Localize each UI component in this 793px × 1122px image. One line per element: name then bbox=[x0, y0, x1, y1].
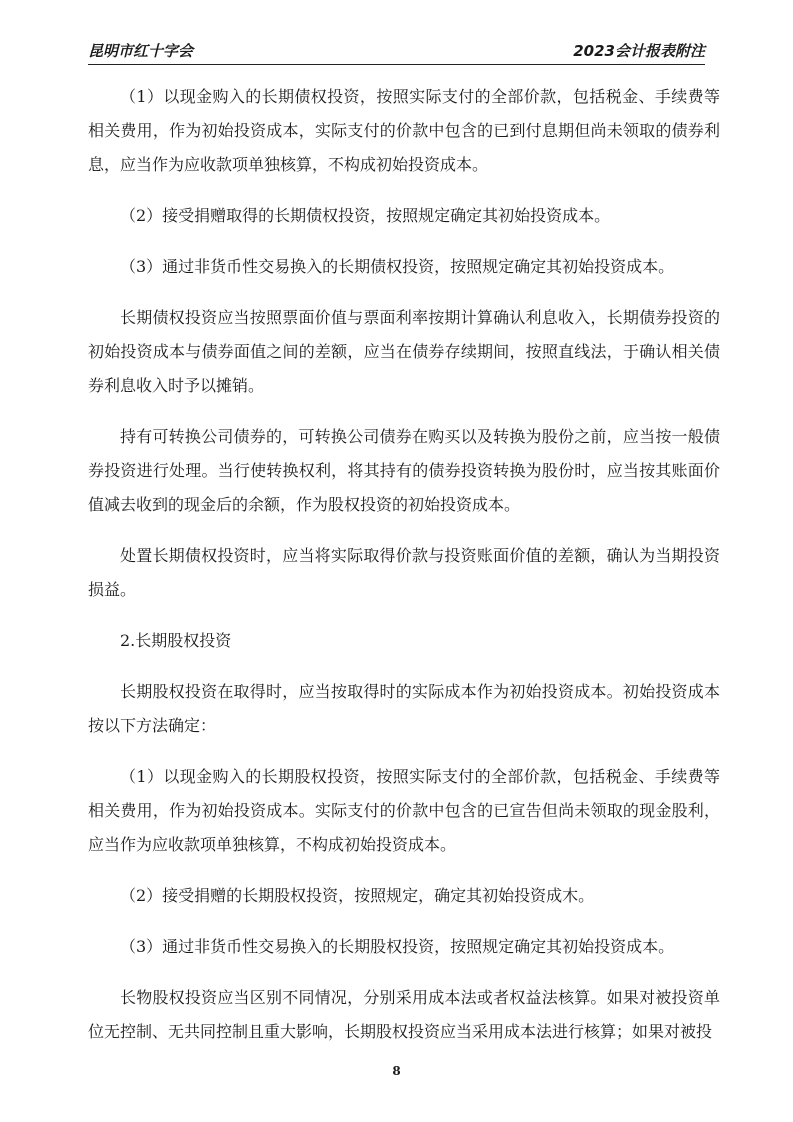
header-organization: 昆明市红十字会 bbox=[88, 42, 194, 60]
document-body bbox=[88, 80, 720, 1066]
paragraph: 长期股权投资在取得时，应当按取得时的实际成本作为初始投资成本。初始投资成本按以下方法确定： bbox=[88, 682, 720, 735]
paragraph: （3）通过非货币性交易换入的长期债权投资，按照规定确定其初始投资成本。 bbox=[120, 257, 675, 276]
paragraph: 长期债权投资应当按照票面价值与票面利率按期计算确认利息收入，长期债券投资的初始投资成本与债券面值之间的差额，应当在债券存续期间，按照直线法，于确认相关债券利息收入时予以摊销。 bbox=[88, 308, 720, 395]
paragraph: （2）接受捐赠取得的长期债权投资，按照规定确定其初始投资成本。 bbox=[120, 206, 611, 225]
page-number: 8 bbox=[392, 1064, 401, 1078]
section-heading: 2.长期股权投资 bbox=[120, 631, 232, 650]
paragraph: 长物股权投资应当区别不同情况，分别采用成本法或者权益法核算。如果对被投资单位无控制、无共同控制且重大影响，长期股权投资应当采用成本法进行核算；如果对被投 bbox=[88, 988, 720, 1041]
paragraph: 处置长期债权投资时，应当将实际取得价款与投资账面价值的差额，确认为当期投资损益。 bbox=[88, 546, 720, 599]
header-report-title: 2023会计报表附注 bbox=[573, 42, 705, 60]
paragraph: 持有可转换公司债券的，可转换公司债券在购买以及转换为股份之前，应当按一般债券投资进行处理。当行使转换权利，将其持有的债券投资转换为股份时，应当按其账面价值减去收到的现金后的余额，作为股权投资的初始投资成本。 bbox=[88, 427, 720, 514]
paragraph: （3）通过非货币性交易换入的长期股权投资，按照规定确定其初始投资成本。 bbox=[120, 937, 675, 956]
paragraph: （1）以现金购入的长期债权投资，按照实际支付的全部价款，包括税金、手续费等相关费用，作为初始投资成本，实际支付的价款中包含的已到付息期但尚未领取的债券利息，应当作为应收款项单独核算，不构成初始投资成本。 bbox=[88, 87, 720, 174]
page-header bbox=[88, 40, 705, 65]
paragraph: （2）接受捐赠的长期股权投资，按照规定，确定其初始投资成木。 bbox=[120, 886, 595, 905]
paragraph: （1）以现金购入的长期股权投资，按照实际支付的全部价款，包括税金、手续费等相关费用，作为初始投资成本。实际支付的价款中包含的已宣告但尚未领取的现金股利，应当作为应收款项单独核算，不构成初始投资成本。 bbox=[88, 767, 720, 854]
